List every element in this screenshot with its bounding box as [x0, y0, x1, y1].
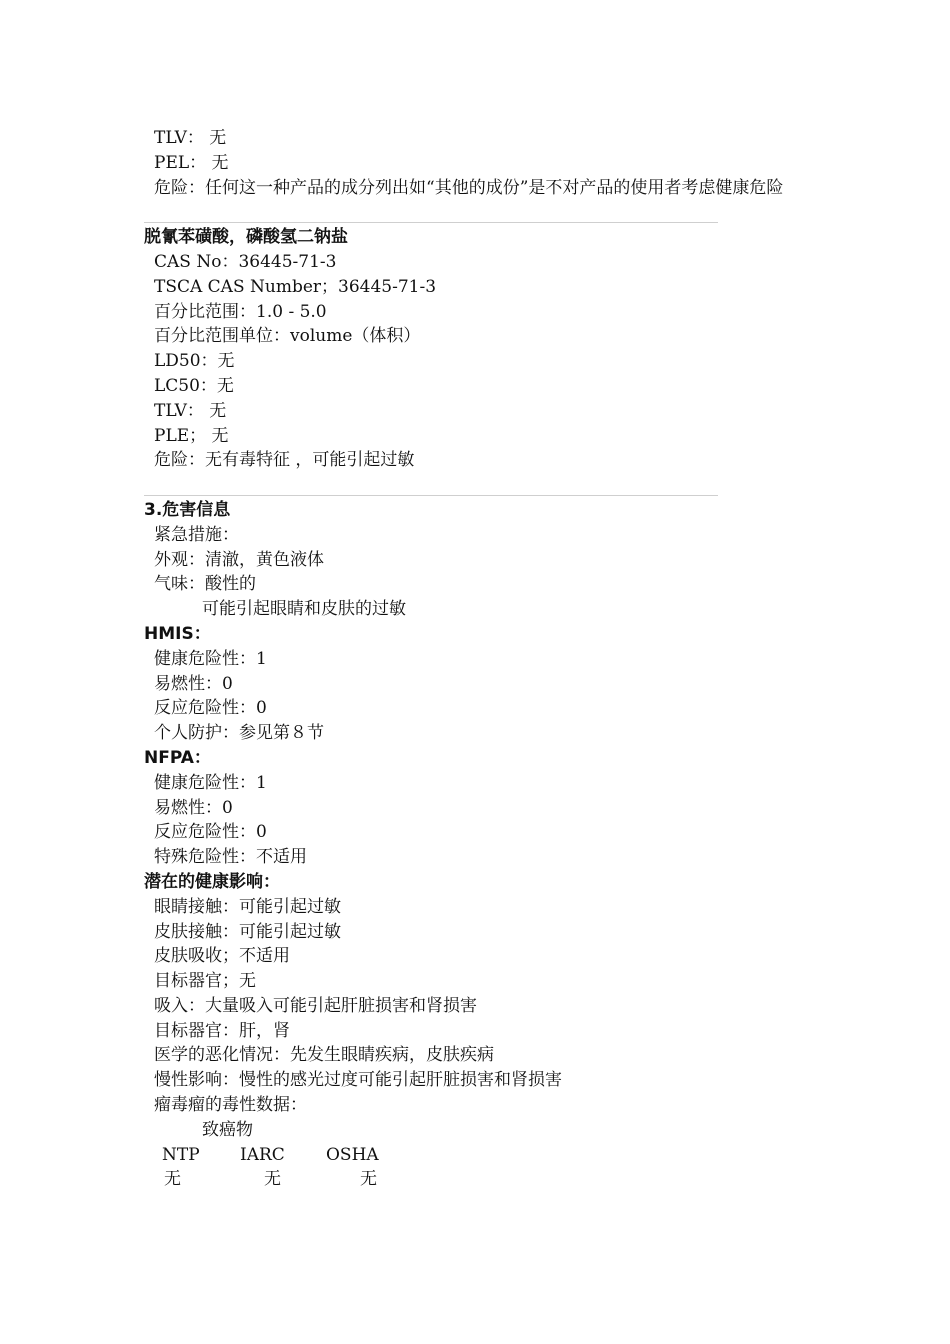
hmis-health: 健康危险性：1 [154, 648, 267, 669]
percent-unit-line: 百分比范围单位：volume（体积） [154, 326, 421, 347]
nfpa-special: 特殊危险性：不适用 [154, 847, 307, 868]
section-3-title-text: 3.危害信息 [144, 499, 231, 520]
section-divider [144, 495, 718, 496]
skin-absorption: 皮肤吸收；不适用 [154, 946, 290, 967]
carcinogen-value-osha: 无 [360, 1169, 377, 1190]
nfpa-title: NFPA： [144, 747, 211, 768]
tlv-line-2: TLV： 无 [154, 400, 227, 421]
tsca-line: TSCA CAS Number；36445-71-3 [154, 276, 437, 297]
carcinogen-header-osha: OSHA [326, 1144, 379, 1165]
chronic-effects: 慢性影响：慢性的感光过度可能引起肝脏损害和肾损害 [154, 1070, 562, 1091]
nfpa-reactivity: 反应危险性：0 [154, 822, 267, 843]
emergency-line: 紧急措施： [154, 524, 239, 545]
document-page [144, 126, 824, 1192]
carcinogen-header-row [144, 1143, 824, 1168]
inhalation: 吸入：大量吸入可能引起肝脏损害和肾损害 [154, 995, 477, 1016]
carcinogen-value-iarc: 无 [264, 1169, 281, 1190]
health-effects-title: 潜在的健康影响： [144, 871, 280, 892]
irritation-note: 可能引起眼睛和皮肤的过敏 [202, 599, 406, 620]
lc50-line: LC50：无 [154, 375, 234, 396]
ple-line: PLE； 无 [154, 425, 229, 446]
hazard-line: 危险：任何这一种产品的成分列出如“其他的成份”是不对产品的使用者考虑健康危险 [154, 177, 784, 198]
target-organs-1: 目标器官；无 [154, 971, 256, 992]
medical-aggravation: 医学的恶化情况：先发生眼睛疾病，皮肤疾病 [154, 1045, 494, 1066]
pel-line: PEL： 无 [154, 152, 229, 173]
carcinogen-header-iarc: IARC [240, 1144, 285, 1165]
component-title-text: 脱氰苯磺酸，磷酸氢二钠盐 [144, 227, 348, 248]
skin-contact: 皮肤接触：可能引起过敏 [154, 921, 341, 942]
carcinogen-value-row [144, 1167, 824, 1192]
section-divider [144, 222, 718, 223]
tlv-line: TLV： 无 [154, 128, 227, 148]
carcinogen-header-ntp: NTP [162, 1144, 200, 1165]
odor-line: 气味：酸性的 [154, 574, 256, 595]
appearance-line: 外观：清澈，黄色液体 [154, 549, 324, 570]
hmis-title: HMIS： [144, 623, 211, 644]
nfpa-flammability: 易燃性：0 [154, 797, 233, 818]
tumor-data: 瘤毒瘤的毒性数据： [154, 1095, 307, 1116]
component-title [144, 225, 824, 250]
nfpa-health: 健康危险性：1 [154, 772, 267, 793]
carcinogen-title: 致癌物 [202, 1119, 253, 1140]
cas-line: CAS No：36445-71-3 [154, 251, 337, 272]
carcinogen-value-ntp: 无 [164, 1169, 181, 1190]
percent-range-line: 百分比范围：1.0 - 5.0 [154, 301, 327, 322]
hazard-line-2: 危险：无有毒特征 ，可能引起过敏 [154, 450, 415, 471]
eye-contact: 眼睛接触：可能引起过敏 [154, 896, 341, 917]
section-3-title [144, 498, 824, 523]
hmis-flammability: 易燃性：0 [154, 673, 233, 694]
hmis-reactivity: 反应危险性：0 [154, 698, 267, 719]
ld50-line: LD50：无 [154, 351, 235, 372]
hmis-protection: 个人防护：参见第８节 [154, 723, 324, 744]
target-organs-2: 目标器官：肝，肾 [154, 1020, 290, 1041]
